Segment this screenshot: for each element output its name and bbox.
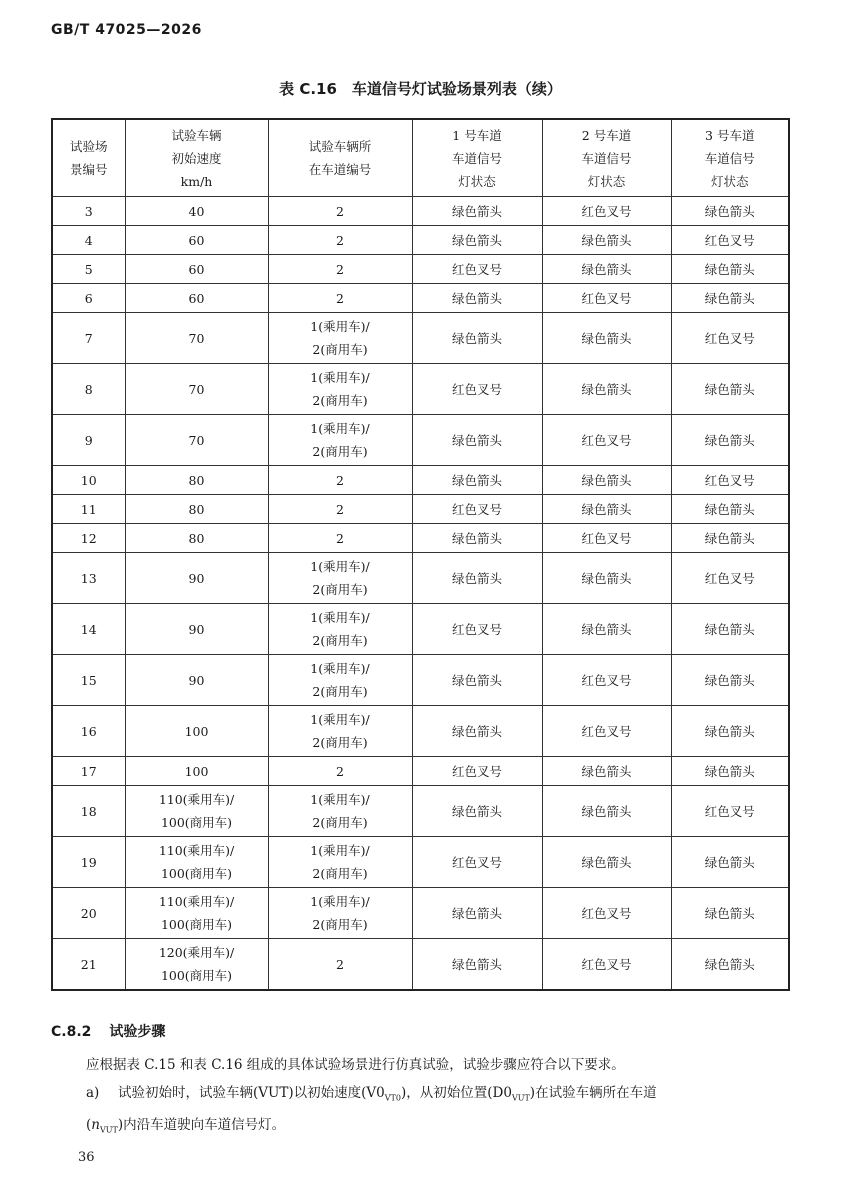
cell-speed <box>125 524 268 553</box>
cell-l3: 绿色箭头 <box>671 255 789 284</box>
table-row <box>52 939 789 991</box>
cell-id: 19 <box>52 837 125 888</box>
cell-l3: 绿色箭头 <box>671 655 789 706</box>
table-row <box>52 226 789 255</box>
cell-line: 1(乘用车)/ <box>310 319 370 334</box>
cell-line: 60 <box>188 232 205 248</box>
cell-line: 100(商用车) <box>160 917 233 932</box>
cell-id: 12 <box>52 524 125 553</box>
cell-line: 2 <box>336 530 344 546</box>
cell-l3: 绿色箭头 <box>671 415 789 466</box>
cell-l3: 红色叉号 <box>671 786 789 837</box>
cell-l1: 绿色箭头 <box>412 313 542 364</box>
cell-l2: 红色叉号 <box>542 197 671 226</box>
cell-l2: 绿色箭头 <box>542 255 671 284</box>
cell-l1: 绿色箭头 <box>412 939 542 991</box>
cell-l3: 红色叉号 <box>671 313 789 364</box>
header-line: 试验车辆 <box>171 127 222 143</box>
cell-speed <box>125 786 268 837</box>
cell-l2: 绿色箭头 <box>542 226 671 255</box>
cell-line: 2 <box>336 232 344 248</box>
header-line: 灯状态 <box>710 173 749 189</box>
cell-line: 2 <box>336 203 344 219</box>
header-line: 灯状态 <box>458 173 496 189</box>
header-line: 景编号 <box>69 162 108 177</box>
cell-id: 4 <box>52 226 125 255</box>
cell-lane <box>268 255 412 284</box>
cell-l3: 红色叉号 <box>671 466 789 495</box>
cell-id: 15 <box>52 655 125 706</box>
cell-line: 1(乘用车)/ <box>310 843 370 858</box>
cell-line: 2(商用车) <box>312 582 368 597</box>
cell-id: 8 <box>52 364 125 415</box>
cell-line: 70 <box>188 432 205 448</box>
cell-line: 90 <box>188 672 205 688</box>
cell-line: 2 <box>336 472 344 488</box>
cell-lane <box>268 655 412 706</box>
cell-l1: 红色叉号 <box>412 364 542 415</box>
cell-id: 13 <box>52 553 125 604</box>
column-header <box>125 119 268 197</box>
cell-id: 9 <box>52 415 125 466</box>
cell-line: 2 <box>336 956 344 972</box>
table-row <box>52 415 789 466</box>
cell-line: 1(乘用车)/ <box>310 610 370 625</box>
standard-header: GB/T 47025—2026 <box>51 22 202 38</box>
cell-l3: 绿色箭头 <box>671 495 789 524</box>
table-row <box>52 313 789 364</box>
cell-l1: 绿色箭头 <box>412 466 542 495</box>
cell-line: 2(商用车) <box>312 684 368 699</box>
cell-l3: 绿色箭头 <box>671 197 789 226</box>
cell-l2: 红色叉号 <box>542 415 671 466</box>
table-row <box>52 655 789 706</box>
item-line-2 <box>86 1112 788 1144</box>
table-row <box>52 553 789 604</box>
cell-speed <box>125 837 268 888</box>
cell-lane <box>268 524 412 553</box>
cell-l3: 绿色箭头 <box>671 837 789 888</box>
cell-id: 14 <box>52 604 125 655</box>
cell-l1: 红色叉号 <box>412 757 542 786</box>
cell-l2: 绿色箭头 <box>542 757 671 786</box>
cell-lane <box>268 226 412 255</box>
header-line: 车道信号 <box>451 150 502 166</box>
table-row <box>52 837 789 888</box>
cell-speed <box>125 495 268 524</box>
cell-l1: 绿色箭头 <box>412 284 542 313</box>
table-row <box>52 706 789 757</box>
cell-speed <box>125 939 268 991</box>
cell-l2: 绿色箭头 <box>542 837 671 888</box>
cell-id: 10 <box>52 466 125 495</box>
cell-line: 100 <box>184 723 209 739</box>
cell-line: 2(商用车) <box>312 815 368 830</box>
cell-line: 80 <box>188 530 205 546</box>
cell-l2: 绿色箭头 <box>542 364 671 415</box>
cell-speed <box>125 757 268 786</box>
cell-l3: 绿色箭头 <box>671 757 789 786</box>
table-row <box>52 888 789 939</box>
cell-lane <box>268 837 412 888</box>
cell-line: 2(商用车) <box>312 917 368 932</box>
header-line: 2 号车道 <box>581 127 632 143</box>
cell-speed <box>125 553 268 604</box>
cell-line: 90 <box>188 621 205 637</box>
table-header-row <box>52 119 789 197</box>
column-header <box>268 119 412 197</box>
cell-line: 2(商用车) <box>312 735 368 750</box>
cell-l3: 绿色箭头 <box>671 364 789 415</box>
cell-line: 110(乘用车)/ <box>158 894 235 909</box>
table-row <box>52 466 789 495</box>
item-text: )内沿车道驶向车道信号灯。 <box>117 1116 286 1133</box>
cell-l3: 红色叉号 <box>671 226 789 255</box>
cell-id: 21 <box>52 939 125 991</box>
item-label: a) <box>86 1085 100 1101</box>
header-line: 3 号车道 <box>705 127 755 143</box>
cell-l2: 红色叉号 <box>542 706 671 757</box>
cell-speed <box>125 466 268 495</box>
table-caption: 表 C.16 车道信号灯试验场景列表（续） <box>279 80 562 98</box>
cell-l1: 绿色箭头 <box>412 786 542 837</box>
cell-lane <box>268 939 412 991</box>
cell-l1: 绿色箭头 <box>412 706 542 757</box>
section-heading <box>51 1021 165 1041</box>
cell-line: 40 <box>188 203 205 219</box>
section-title: 试验步骤 <box>109 1024 166 1040</box>
cell-speed <box>125 284 268 313</box>
table-row <box>52 364 789 415</box>
header-line: 在车道编号 <box>308 162 372 177</box>
cell-lane <box>268 466 412 495</box>
header-line: 初始速度 <box>171 150 222 166</box>
cell-l2: 红色叉号 <box>542 888 671 939</box>
cell-speed <box>125 604 268 655</box>
cell-lane <box>268 284 412 313</box>
cell-id: 16 <box>52 706 125 757</box>
cell-line: 2(商用车) <box>312 633 368 648</box>
cell-speed <box>125 415 268 466</box>
cell-line: 1(乘用车)/ <box>310 661 370 676</box>
scenario-table <box>51 118 790 991</box>
cell-l1: 绿色箭头 <box>412 888 542 939</box>
cell-line: 110(乘用车)/ <box>158 843 235 858</box>
item-text: ( <box>86 1116 92 1133</box>
cell-lane <box>268 786 412 837</box>
cell-speed <box>125 706 268 757</box>
table-body <box>52 197 789 991</box>
cell-line: 1(乘用车)/ <box>310 370 370 385</box>
cell-lane <box>268 757 412 786</box>
item-text: 试验初始时，试验车辆(VUT)以初始速度(V0 <box>118 1085 385 1101</box>
cell-speed <box>125 655 268 706</box>
cell-line: 1(乘用车)/ <box>310 712 370 727</box>
cell-id: 17 <box>52 757 125 786</box>
cell-line: 70 <box>188 381 205 397</box>
cell-speed <box>125 313 268 364</box>
cell-l2: 绿色箭头 <box>542 786 671 837</box>
cell-l2: 绿色箭头 <box>542 553 671 604</box>
page-number: 36 <box>78 1150 95 1165</box>
cell-line: 80 <box>188 501 205 517</box>
cell-l1: 红色叉号 <box>412 604 542 655</box>
cell-l2: 绿色箭头 <box>542 495 671 524</box>
header-line: 1 号车道 <box>452 127 502 143</box>
cell-speed <box>125 364 268 415</box>
table-row <box>52 786 789 837</box>
cell-line: 2(商用车) <box>312 393 368 408</box>
subscript: VT0 <box>384 1093 401 1103</box>
cell-l2: 绿色箭头 <box>542 604 671 655</box>
cell-speed <box>125 226 268 255</box>
cell-line: 100 <box>184 763 209 779</box>
cell-lane <box>268 553 412 604</box>
cell-line: 90 <box>188 570 205 586</box>
table-row <box>52 284 789 313</box>
table-row <box>52 255 789 284</box>
table-row <box>52 495 789 524</box>
cell-l1: 绿色箭头 <box>412 553 542 604</box>
cell-lane <box>268 313 412 364</box>
header-line: 试验场 <box>69 139 108 154</box>
cell-lane <box>268 706 412 757</box>
cell-l1: 红色叉号 <box>412 255 542 284</box>
subscript: VUT <box>511 1093 530 1103</box>
cell-line: 100(商用车) <box>160 968 233 983</box>
cell-l2: 红色叉号 <box>542 939 671 991</box>
cell-line: 120(乘用车)/ <box>158 945 235 960</box>
cell-lane <box>268 495 412 524</box>
list-item-a <box>86 1080 788 1143</box>
cell-lane <box>268 888 412 939</box>
cell-line: 100(商用车) <box>160 866 233 881</box>
cell-line: 60 <box>188 290 205 306</box>
cell-l2: 红色叉号 <box>542 284 671 313</box>
cell-l3: 绿色箭头 <box>671 939 789 991</box>
cell-speed <box>125 255 268 284</box>
item-text: )在试验车辆所在车道 <box>529 1085 657 1101</box>
header-line: 车道信号 <box>704 150 755 166</box>
cell-id: 18 <box>52 786 125 837</box>
cell-l1: 绿色箭头 <box>412 197 542 226</box>
cell-line: 2 <box>336 290 344 306</box>
cell-line: 70 <box>188 330 205 346</box>
column-header <box>52 119 125 197</box>
cell-speed <box>125 888 268 939</box>
cell-l3: 红色叉号 <box>671 553 789 604</box>
cell-line: 100(商用车) <box>160 815 233 830</box>
cell-line: 2 <box>336 261 344 277</box>
cell-l2: 绿色箭头 <box>542 313 671 364</box>
cell-line: 2(商用车) <box>312 444 368 459</box>
cell-lane <box>268 415 412 466</box>
header-line: 试验车辆所 <box>308 139 372 154</box>
section-number: C.8.2 <box>51 1024 92 1040</box>
cell-id: 7 <box>52 313 125 364</box>
cell-line: 2 <box>336 763 344 779</box>
cell-id: 3 <box>52 197 125 226</box>
cell-line: 2(商用车) <box>312 866 368 881</box>
cell-id: 20 <box>52 888 125 939</box>
column-header <box>412 119 542 197</box>
table-row <box>52 197 789 226</box>
cell-l2: 红色叉号 <box>542 655 671 706</box>
table-row <box>52 524 789 553</box>
cell-l1: 绿色箭头 <box>412 226 542 255</box>
cell-line: 60 <box>188 261 205 277</box>
header-line: 灯状态 <box>587 173 626 189</box>
cell-lane <box>268 197 412 226</box>
cell-line: 2 <box>336 501 344 517</box>
cell-line: 110(乘用车)/ <box>158 792 235 807</box>
cell-line: 1(乘用车)/ <box>310 792 370 807</box>
header-line: km/h <box>180 173 213 189</box>
table-row <box>52 757 789 786</box>
cell-l3: 绿色箭头 <box>671 284 789 313</box>
cell-lane <box>268 364 412 415</box>
header-line: 车道信号 <box>581 150 632 166</box>
cell-id: 5 <box>52 255 125 284</box>
cell-id: 11 <box>52 495 125 524</box>
italic-n: n <box>91 1116 100 1133</box>
cell-l3: 绿色箭头 <box>671 604 789 655</box>
cell-l3: 绿色箭头 <box>671 524 789 553</box>
cell-l3: 绿色箭头 <box>671 706 789 757</box>
cell-line: 1(乘用车)/ <box>310 894 370 909</box>
cell-l1: 红色叉号 <box>412 837 542 888</box>
section-intro: 应根据表 C.15 和表 C.16 组成的具体试验场景进行仿真试验，试验步骤应符合以下要求。 <box>86 1057 625 1073</box>
cell-l3: 绿色箭头 <box>671 888 789 939</box>
cell-lane <box>268 604 412 655</box>
cell-line: 2(商用车) <box>312 342 368 357</box>
cell-l2: 绿色箭头 <box>542 466 671 495</box>
cell-line: 1(乘用车)/ <box>310 421 370 436</box>
item-text: )，从初始位置(D0 <box>400 1085 512 1101</box>
cell-line: 1(乘用车)/ <box>310 559 370 574</box>
table-row <box>52 604 789 655</box>
cell-l1: 红色叉号 <box>412 495 542 524</box>
cell-line: 80 <box>188 472 205 488</box>
cell-id: 6 <box>52 284 125 313</box>
cell-l1: 绿色箭头 <box>412 524 542 553</box>
column-header <box>542 119 671 197</box>
cell-speed <box>125 197 268 226</box>
cell-l2: 红色叉号 <box>542 524 671 553</box>
cell-l1: 绿色箭头 <box>412 415 542 466</box>
subscript: VUT <box>99 1125 118 1135</box>
cell-l1: 绿色箭头 <box>412 655 542 706</box>
column-header <box>671 119 789 197</box>
